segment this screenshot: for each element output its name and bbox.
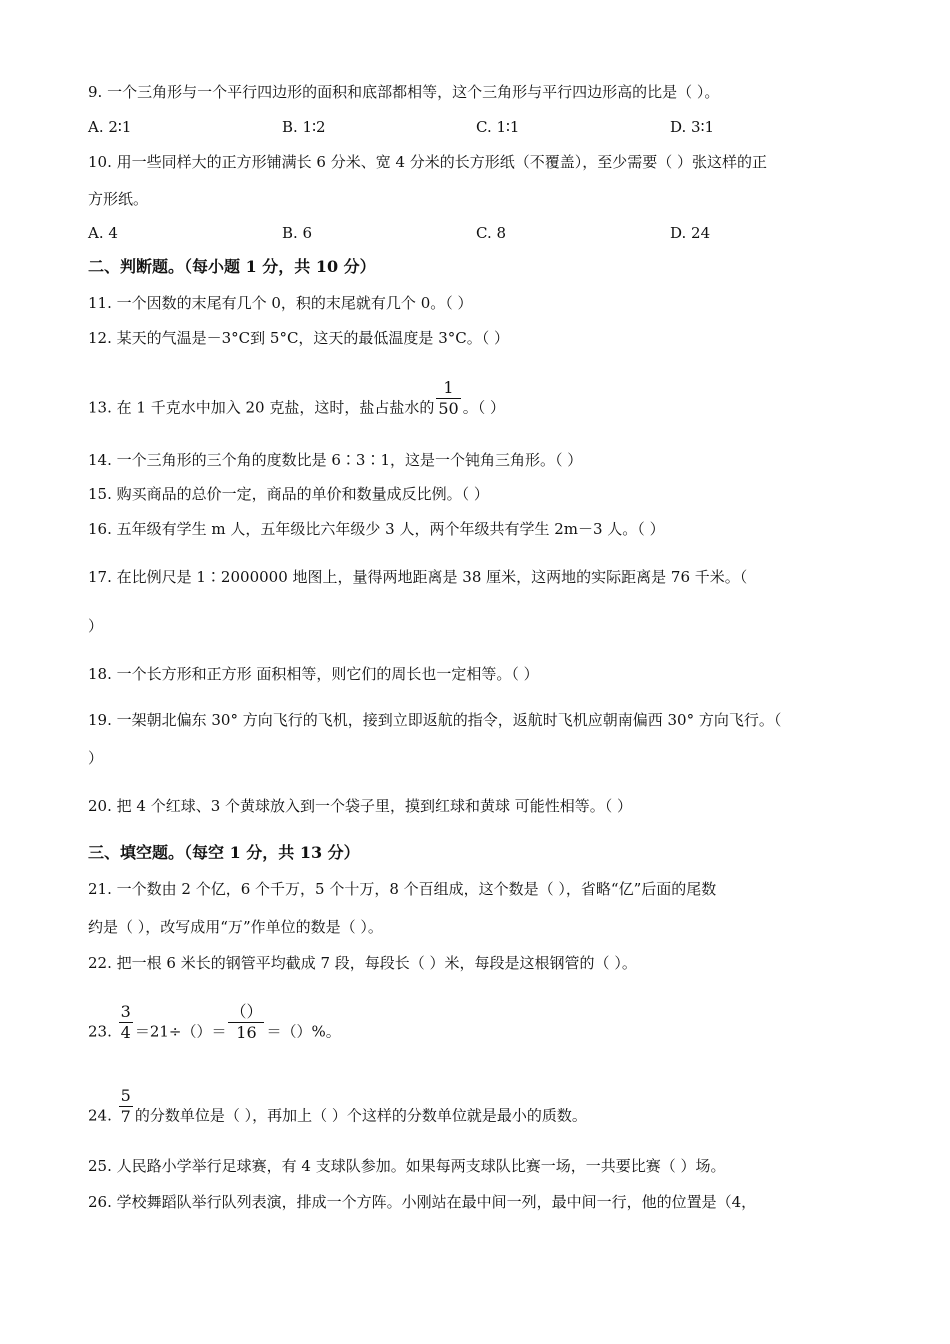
q10-option-a: A. 4 [88, 224, 118, 242]
section-2-title: 二、判断题。（每小题 1 分，共 10 分） [88, 257, 376, 276]
q24-numerator: 5 [120, 1086, 131, 1105]
q23-fraction-1-denominator: 4 [120, 1023, 131, 1042]
question-20: 20. 把 4 个红球、3 个黄球放入到一个袋子里，摸到红球和黄球 可能性相等。（ ） [88, 797, 633, 815]
q13-suffix: 。（ ） [462, 398, 505, 417]
q13-fraction [436, 378, 460, 419]
q13-numerator: 1 [443, 378, 454, 397]
q23-prefix: 23. [88, 1022, 117, 1041]
question-11: 11. 一个因数的末尾有几个 0，积的末尾就有几个 0。（ ） [88, 294, 473, 312]
q24-prefix: 24. [88, 1106, 117, 1125]
question-23 [88, 1002, 890, 1053]
question-25: 25. 人民路小学举行足球赛，有 4 支球队参加。如果每两支球队比赛一场，一共要比赛（ ）场。 [88, 1157, 726, 1175]
question-22: 22. 把一根 6 米长的钢管平均截成 7 段，每段长（ ）米，每段是这根钢管的（ ）。 [88, 954, 637, 972]
q9-option-c: C. 1∶1 [476, 118, 520, 136]
q23-fraction-2-numerator: （） [230, 1002, 263, 1021]
question-13 [88, 378, 890, 429]
q23-fraction-2 [228, 1002, 264, 1043]
q13-denominator: 50 [438, 399, 459, 418]
q24-suffix: 的分数单位是（ ），再加上（ ）个这样的分数单位就是最小的质数。 [134, 1106, 587, 1125]
question-16: 16. 五年级有学生 m 人，五年级比六年级少 3 人，两个年级共有学生 2m－3 人。（ ） [88, 520, 665, 538]
question-21-line2: 约是（ ），改写成用“万”作单位的数是（ ）。 [88, 918, 383, 936]
q23-suffix: ＝（）%。 [266, 1022, 341, 1041]
q9-option-d: D. 3∶1 [670, 118, 715, 136]
q24-fraction [119, 1086, 133, 1127]
question-17-line2: ） [88, 617, 104, 635]
q9-option-a: A. 2∶1 [88, 118, 132, 136]
q24-denominator: 7 [120, 1107, 131, 1126]
question-14: 14. 一个三角形的三个角的度数比是 6∶3∶1，这是一个钝角三角形。（ ） [88, 451, 583, 469]
section-3-title: 三、填空题。（每空 1 分，共 13 分） [88, 843, 360, 862]
q9-option-b: B. 1∶2 [282, 118, 326, 136]
q23-fraction-1 [119, 1002, 133, 1043]
question-10-line2: 方形纸。 [88, 190, 149, 208]
q10-option-d: D. 24 [670, 224, 711, 242]
question-19-line1: 19. 一架朝北偏东 30° 方向飞行的飞机，接到立即返航的指令，返航时飞机应朝南偏西 30° 方向飞行。（ [88, 711, 782, 729]
q10-option-b: B. 6 [282, 224, 313, 242]
question-19-line2: ） [88, 749, 104, 767]
q13-prefix: 13. 在 1 千克水中加入 20 克盐，这时，盐占盐水的 [88, 398, 435, 417]
question-15: 15. 购买商品的总价一定，商品的单价和数量成反比例。（ ） [88, 485, 489, 503]
question-17-line1: 17. 在比例尺是 1∶2000000 地图上，量得两地距离是 38 厘米，这两地的实际距离是 76 千米。（ [88, 568, 748, 586]
question-12: 12. 某天的气温是－3°C到 5°C，这天的最低温度是 3°C。（ ） [88, 329, 509, 347]
q23-fraction-2-denominator: 16 [228, 1022, 264, 1043]
q23-middle: ＝21÷（）＝ [134, 1022, 227, 1041]
question-9: 9. 一个三角形与一个平行四边形的面积和底部都相等，这个三角形与平行四边形高的比是（ ）。 [88, 83, 720, 101]
question-21-line1: 21. 一个数由 2 个亿，6 个千万，5 个十万，8 个百组成，这个数是（ ），省略“亿”后面的尾数 [88, 880, 717, 898]
q10-option-c: C. 8 [476, 224, 507, 242]
question-26: 26. 学校舞蹈队举行队列表演，排成一个方阵。小刚站在最中间一列，最中间一行，他的位置是（4， [88, 1193, 757, 1211]
question-24 [88, 1086, 890, 1137]
question-18: 18. 一个长方形和正方形 面积相等，则它们的周长也一定相等。（ ） [88, 665, 539, 683]
question-10-line1: 10. 用一些同样大的正方形铺满长 6 分米、宽 4 分米的长方形纸（不覆盖），至少需要（ ）张这样的正 [88, 153, 768, 171]
q23-fraction-1-numerator: 3 [120, 1002, 131, 1021]
